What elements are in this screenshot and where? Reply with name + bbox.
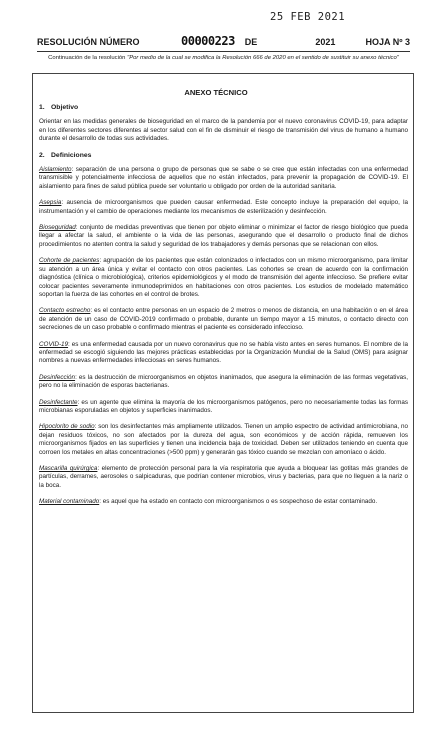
definition-term: Asepsia (39, 199, 62, 207)
definition-paragraph: Desinfectante: es un agente que elimina la mayoría de los microorganismos patógenos, pero no necesariamente todas las formas microbianas esporuladas en objetos y superficies inanimados. (39, 398, 409, 414)
definition-text: es una enfermedad causada por un nuevo coronavirus que no se había visto antes en seres humanos. El nombre de la enfermedad se escogió siguiendo las mejores prácticas establecidas por la Organización Mundial de la Salud (OMS) para asignar nombres a nuevas enfermedades infecciosas en seres humanos. (39, 340, 408, 365)
section-title: Definiciones (51, 151, 92, 159)
definition-text: separación de una persona o grupo de personas que se sabe o se cree que están infectadas con una enfermedad transmisible y potencialmente infecciosa de aquellos que no están infectados, para prevenir la propagación de COVID-19. El aislamiento para fines de salud pública puede ser voluntario u obligado por orden de la autoridad sanitaria. (39, 166, 408, 190)
definition-text: es aquel que ha estado en contacto con microorganismos o es sospechoso de estar contaminado. (102, 498, 378, 506)
resolution-number: 00000223 (181, 34, 235, 48)
definition-text: ausencia de microorganismos que pueden causar enfermedad. Este concepto incluye la preparación del equipo, la instrumentación y el cambio de operaciones mediante los mecanismos de esterilización y desinfección. (39, 199, 409, 215)
objective-paragraph: Orientar en las medidas generales de bioseguridad en el marco de la pandemia por el nuevo coronavirus COVID-19, para adaptar en los diferentes sectores diferentes al sector salud con el fin de disminuir el riesgo de transmisión del virus de humano a humano durante el desarrollo de todas sus actividades. (39, 118, 408, 143)
definition-text: agrupación de los pacientes que están colonizados o infectados con un mismo microorganismo, para limitar su atención a un área única y evitar el contacto con otros pacientes. Las cohortes se crean de acuerdo con la confirmación diagnóstica (clínica o microbiológica), criterios epidemiológicos y el modo de transmisión del agente infeccioso. Se prefiere evitar colocar pacientes severamente inmunodeprimidos en habitaciones con otros pacientes. Los estudios de modelado matemático soportan la fuerza de las cohortes en el control de brotes. (39, 257, 408, 298)
definition-term: Desinfectante (39, 398, 78, 406)
definition-paragraph: Contacto estrecho: es el contacto entre personas en un espacio de 2 metros o menos de distancia, en una habitación o en el área de atención de un caso de COVID-2019 confirmado o probable, durante un tiempo mayor a 15 minutos, o contacto directo con secreciones de un caso probable o confirmado mientras el paciente es considerado infeccioso. (39, 307, 408, 332)
definition-text: conjunto de medidas preventivas que tienen por objeto eliminar o minimizar el factor de riesgo biológico que pueda llegar a afectar la salud, el ambiente o la vida de las personas, asegurando que el desarrollo o producto final de dichos procedimientos no atenten contra la salud y seguridad de los trabajadores y demás personas que se relacionan con ellos. (39, 224, 408, 248)
section-heading (39, 104, 408, 112)
resolution-year: 2021 (315, 37, 336, 47)
section-number: 2. (39, 151, 45, 159)
page-number: HOJA Nº 3 (365, 37, 410, 47)
definition-text: es la destrucción de microorganismos en objetos inanimados, que asegura la eliminación de las formas vegetativas, pero no la eliminación de esporas bacterianas. (39, 373, 409, 390)
definition-paragraph: Mascarilla quirúrgica: elemento de protección personal para la vía respiratoria que ayuda a bloquear las gotitas más grandes de partículas, derrames, aerosoles o salpicaduras, que podrían contener microbios, virus y bacterias, para que no lleguen a la nariz o la boca. (39, 465, 409, 489)
definition-paragraph: COVID-19: es una enfermedad causada por un nuevo coronavirus que no se había visto antes en seres humanos. El nombre de la enfermedad se escogió siguiendo las mejores prácticas establecidas por la Organización Mundial de la Salud (OMS) para asignar nombres a nuevas enfermedades infecciosas en seres humanos. (39, 340, 408, 365)
definition-text: es el contacto entre personas en un espacio de 2 metros o menos de distancia, en una habitación o en el área de atención de un caso de COVID-2019 confirmado o probable, durante un tiempo mayor a 15 minutos, o contacto directo con secreciones de un caso probable o confirmado mientras el paciente es considerado infeccioso. (39, 307, 408, 332)
section-heading (39, 152, 408, 160)
de-label: DE (244, 37, 258, 47)
definition-text: es un agente que elimina la mayoría de los microorganismos patógenos, pero no necesariamente todas las formas microbianas esporuladas en objetos y superficies inanimados. (39, 398, 409, 414)
definition-term: Desinfección (39, 373, 76, 381)
continuation-title: "Por medio de la cual se modifica la Resolución 666 de 2020 en el sentido de sustituir su anexo técnico" (127, 55, 399, 61)
header-divider (37, 51, 410, 52)
definition-paragraph: Material contaminado: es aquel que ha estado en contacto con microorganismos o es sospechoso de estar contaminado. (39, 498, 378, 506)
definition-paragraph: Asepsia: ausencia de microorganismos que pueden causar enfermedad. Este concepto incluye la preparación del equipo, la instrumentación y el cambio de operaciones mediante los mecanismos de esterilización y desinfección. (39, 199, 409, 215)
definition-paragraph: Bioseguridad: conjunto de medidas preventivas que tienen por objeto eliminar o minimizar el factor de riesgo biológico que pueda llegar a afectar la salud, el ambiente o la vida de las personas, asegurando que el desarrollo o producto final de dichos procedimientos no atenten contra la salud y seguridad de los trabajadores y demás personas que se relacionan con ellos. (39, 224, 408, 248)
definition-term: COVID-19 (39, 340, 69, 348)
annex-title: ANEXO TÉCNICO (184, 88, 248, 97)
definition-paragraph: Aislamiento: separación de una persona o grupo de personas que se sabe o se cree que están infectadas con una enfermedad transmisible y potencialmente infecciosa de aquellos que no están infectados, para prevenir la propagación de COVID-19. El aislamiento para fines de salud pública puede ser voluntario u obligado por orden de la autoridad sanitaria. (39, 166, 408, 190)
section-number: 1. (39, 104, 45, 111)
definition-text: son los desinfectantes más ampliamente utilizados. Tienen un amplio espectro de actividad antimicrobiana, no dejan residuos tóxicos, no son afectados por la dureza del agua, son económicos y de acción rápida, remueven los microorganismos fijados en las superficies y tienen una incidencia baja de toxicidad. Deben ser utilizados teniendo en cuenta que corroen los metales en altas concentraciones (>500 ppm) y generarán gas tóxico cuando se mezclan con amoníaco o ácido. (39, 423, 408, 456)
definition-paragraph: Hipoclorito de sodio: son los desinfectantes más ampliamente utilizados. Tienen un amplio espectro de actividad antimicrobiana, no dejan residuos tóxicos, no son afectados por la dureza del agua, son económicos y de acción rápida, remueven los microorganismos fijados en las superficies y tienen una incidencia baja de toxicidad. Deben ser utilizados teniendo en cuenta que corroen los metales en altas concentraciones (>500 ppm) y generarán gas tóxico cuando se mezclan con amoníaco o ácido. (39, 423, 408, 456)
definition-term: Hipoclorito de sodio (39, 423, 95, 431)
continuation-note (37, 54, 410, 62)
resolution-label: RESOLUCIÓN NÚMERO (37, 37, 140, 47)
definition-term: Mascarilla quirúrgica (39, 465, 98, 472)
definition-term: Bioseguridad (39, 224, 76, 232)
resolution-header (37, 34, 410, 48)
definition-term: Material contaminado (39, 498, 100, 506)
definition-term: Contacto estrecho (39, 307, 91, 315)
continuation-prefix: Continuación de la resolución (48, 55, 126, 61)
definition-term: Aislamiento (39, 166, 72, 174)
definition-text: elemento de protección personal para la vía respiratoria que ayuda a bloquear las gotitas más grandes de partículas, derrames, aerosoles o salpicaduras, que podrían contener microbios, virus y bacterias, para que no lleguen a la nariz o la boca. (39, 465, 409, 489)
definition-paragraph: Desinfección: es la destrucción de microorganismos en objetos inanimados, que asegura la eliminación de las formas vegetativas, pero no la eliminación de esporas bacterianas. (39, 373, 409, 390)
document-body (39, 104, 408, 515)
definition-paragraph: Cohorte de pacientes: agrupación de los pacientes que están colonizados o infectados con un mismo microorganismo, para limitar su atención a un área única y evitar el contacto con otros pacientes. Las cohortes se crean de acuerdo con la confirmación diagnóstica (clínica o microbiológica), criterios epidemiológicos y el modo de transmisión del agente infeccioso. Se prefiere evitar colocar pacientes severamente inmunodeprimidos en habitaciones con otros pacientes. Los estudios de modelado matemático soportan la fuerza de las cohortes en el control de brotes. (39, 257, 408, 298)
definition-term: Cohorte de pacientes (39, 257, 100, 265)
section-title: Objetivo (51, 104, 79, 111)
date-stamp: 25 FEB 2021 (270, 11, 346, 23)
